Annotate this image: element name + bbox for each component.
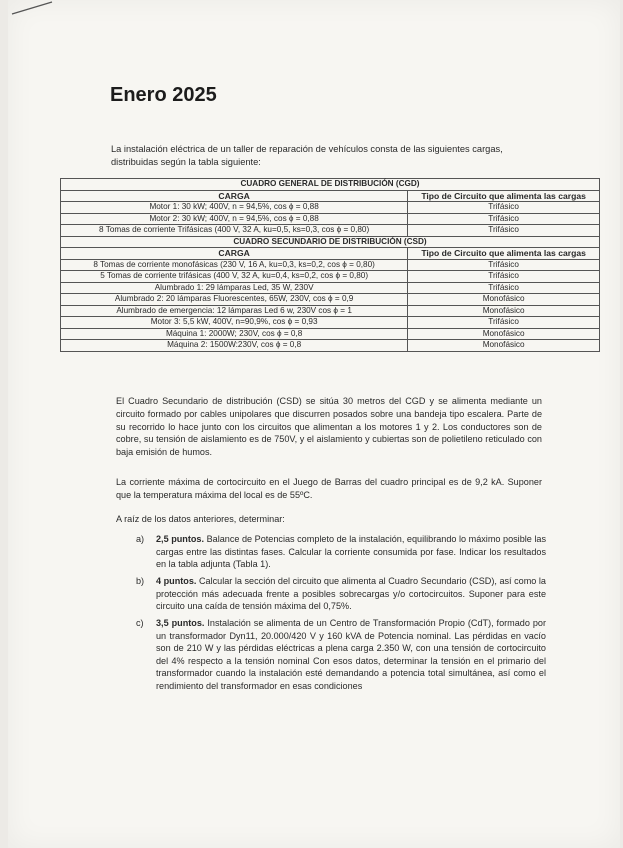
col-tipo-header: Tipo de Circuito que alimenta las cargas — [408, 248, 600, 260]
carga-cell: Máquina 1: 2000W; 230V, cos ϕ = 0,8 — [61, 328, 408, 340]
carga-cell: Alumbrado 2: 20 lámparas Fluorescentes, 65W, 230V, cos ϕ = 0,9 — [61, 294, 408, 306]
tipo-cell: Trifásico — [408, 271, 600, 283]
cgd-header-row — [61, 190, 600, 202]
col-carga-header: CARGA — [61, 248, 408, 260]
question-text: Instalación se alimenta de un Centro de Transformación Propio (CdT), formado por un transformador Dyn11, 20.000/420 V y 160 kVA de Potencia nominal. Las pérdidas en vacío son de 210 W y las pérdidas eléctricas a plena carga 2.350 W, con una tensión de cortocircuito del 4% respecto a la tensión nominal Con esos datos, determinar la tensión en el primario del transformador cuando la instalación esté demandando a potencia total simultánea, así como el rendimiento del transformador en esas condiciones — [156, 618, 547, 691]
tipo-cell: Monofásico — [408, 328, 600, 340]
csd-header-row — [61, 248, 600, 260]
question-c — [136, 617, 546, 693]
carga-cell: Motor 2: 30 kW; 400V, n = 94,5%, cos ϕ = 0,88 — [61, 213, 408, 225]
carga-cell: Motor 1: 30 kW; 400V, n = 94,5%, cos ϕ = 0,88 — [61, 202, 408, 214]
carga-cell: 5 Tomas de corriente trifásicas (400 V, 32 A, ku=0,4, ks=0,2, cos ϕ = 0,80) — [61, 271, 408, 283]
carga-cell: 8 Tomas de corriente monofásicas (230 V, 16 A, ku=0,3, ks=0,2, cos ϕ = 0,80) — [61, 259, 408, 271]
table-row — [61, 305, 600, 317]
intro-paragraph: La instalación eléctrica de un taller de reparación de vehículos consta de las siguientes cargas, distribuidas según la tabla siguiente: — [111, 144, 503, 167]
question-label: b) — [136, 576, 145, 586]
short-circuit-paragraph: La corriente máxima de cortocircuito en el Juego de Barras del cuadro principal es de 9,2 kA. Suponer que la temperatura máxima del local es de 55ºC. — [116, 477, 542, 500]
loads-table — [60, 178, 600, 352]
col-carga-header: CARGA — [61, 190, 408, 202]
tipo-cell: Monofásico — [408, 305, 600, 317]
table-row — [61, 328, 600, 340]
carga-cell: Motor 3: 5,5 kW, 400V, n=90,9%, cos ϕ = 0,93 — [61, 317, 408, 329]
carga-cell: Alumbrado 1: 29 lámparas Led, 35 W, 230V — [61, 282, 408, 294]
question-points: 4 puntos. — [156, 576, 197, 586]
tipo-cell: Trifásico — [408, 317, 600, 329]
carga-cell: Alumbrado de emergencia: 12 lámparas Led 6 w, 230V cos ϕ = 1 — [61, 305, 408, 317]
csd-title: CUADRO SECUNDARIO DE DISTRIBUCIÓN (CSD) — [61, 236, 600, 248]
table-row — [61, 271, 600, 283]
determine-paragraph: A raíz de los datos anteriores, determinar: — [116, 514, 285, 524]
question-points: 2,5 puntos. — [156, 534, 205, 544]
table-row — [61, 213, 600, 225]
table-row — [61, 294, 600, 306]
question-points: 3,5 puntos. — [156, 618, 205, 628]
carga-cell: 8 Tomas de corriente Trifásicas (400 V, 32 A, ku=0,5, ks=0,3, cos ϕ = 0,80) — [61, 225, 408, 237]
question-text: Balance de Potencias completo de la instalación, equilibrando lo máximo posible las cargas entre las distintas fases. Calcular la corriente consumida por fase. Indicar los resultados en la tabla adjunta (Tabla 1). — [156, 534, 546, 570]
page-title: Enero 2025 — [110, 84, 217, 106]
tipo-cell: Monofásico — [408, 340, 600, 352]
cgd-section-row — [61, 179, 600, 191]
tipo-cell: Trifásico — [408, 282, 600, 294]
tipo-cell: Monofásico — [408, 294, 600, 306]
tipo-cell: Trifásico — [408, 213, 600, 225]
table-row — [61, 202, 600, 214]
table-row — [61, 282, 600, 294]
table-row — [61, 340, 600, 352]
question-b — [136, 575, 546, 613]
tipo-cell: Trifásico — [408, 225, 600, 237]
cgd-title: CUADRO GENERAL DE DISTRIBUCIÓN (CGD) — [61, 179, 600, 191]
document-page — [8, 0, 620, 848]
table-row — [61, 317, 600, 329]
question-text: Calcular la sección del circuito que alimenta al Cuadro Secundario (CSD), así como la protección más adecuada frente a posibles sobrecargas y/o cortocircuitos. Suponer para este circuito una caída de tensión máxima del 0,75%. — [156, 576, 546, 612]
question-label: a) — [136, 534, 145, 544]
tipo-cell: Trifásico — [408, 259, 600, 271]
question-label: c) — [136, 618, 144, 628]
pen-stroke-mark — [8, 0, 68, 20]
table-row — [61, 225, 600, 237]
csd-description-paragraph: El Cuadro Secundario de distribución (CSD) se sitúa 30 metros del CGD y se alimenta mediante un circuito formado por cables unipolares que discurren posados sobre una bandeja tipo escalera. Parte de su recorrido lo hace junto con los circuitos que alimentan a los motores 1 y 2. Los conductores son de cobre, su tensión de aislamiento es de 750V, y el aislamiento y cubiertas son de polietileno reticulado con baja emisión de humos. — [116, 396, 542, 458]
question-a — [136, 533, 546, 571]
csd-section-row — [61, 236, 600, 248]
tipo-cell: Trifásico — [408, 202, 600, 214]
table-row — [61, 259, 600, 271]
col-tipo-header: Tipo de Circuito que alimenta las cargas — [408, 190, 600, 202]
carga-cell: Máquina 2: 1500W:230V, cos ϕ = 0,8 — [61, 340, 408, 352]
